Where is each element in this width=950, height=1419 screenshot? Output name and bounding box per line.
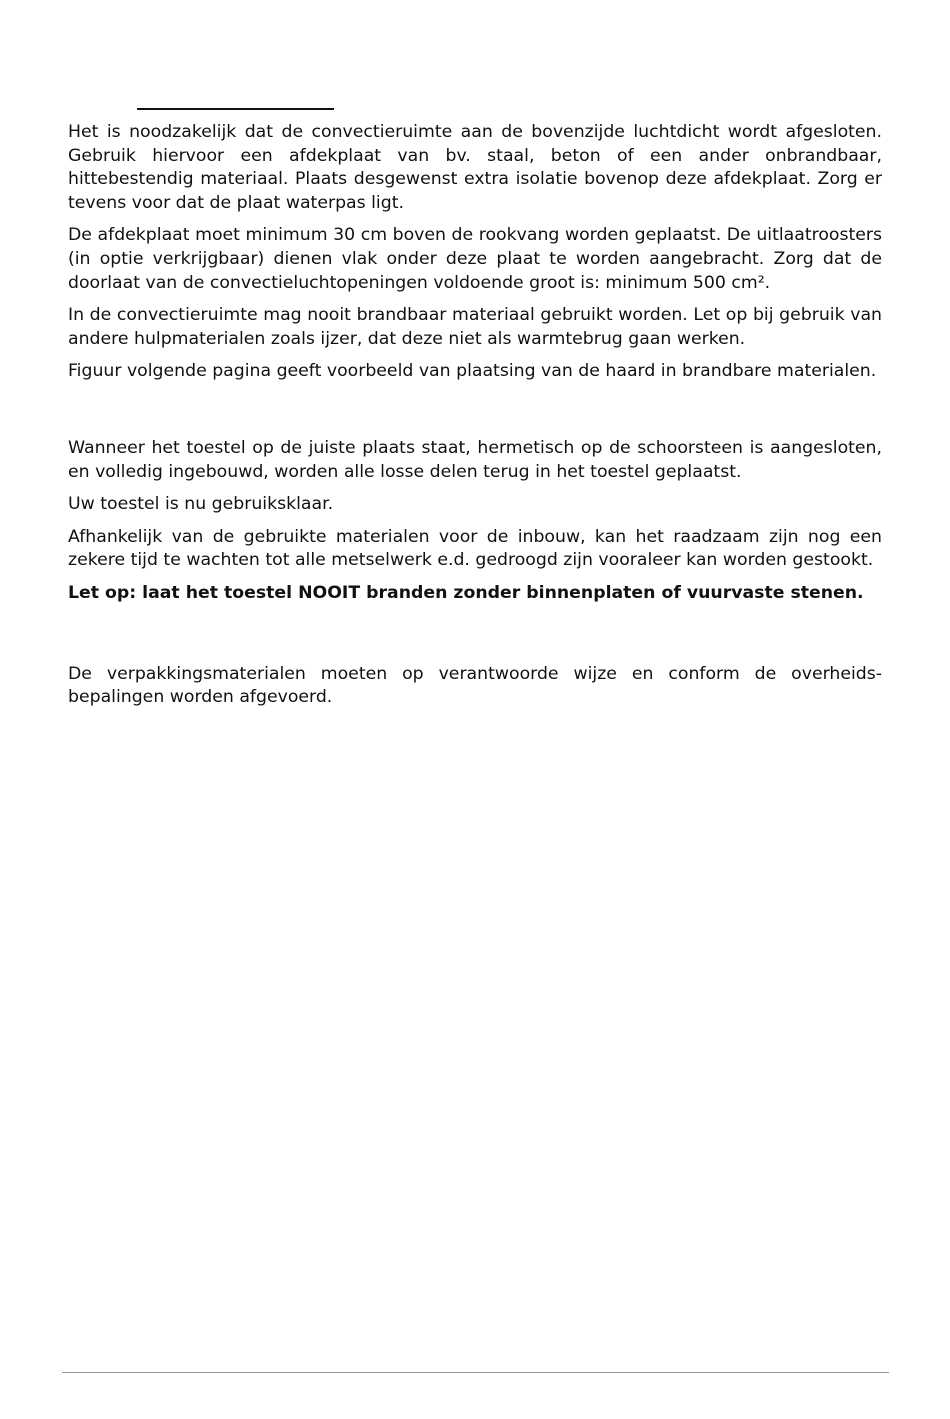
paragraph: De afdekplaat moet minimum 30 cm boven de rookvang worden geplaatst. De uitlaatroosters (in optie verkrijgbaar) dienen vlak onder deze plaat te worden aangebracht. Zorg dat de doorlaat van de convectieluchtopeningen voldoende groot is: minimum 500 cm².: [68, 225, 882, 293]
paragraph: De verpakkingsmaterialen moeten op verantwoorde wijze en conform de overheidsbepalingen worden afgevoerd.: [68, 663, 882, 708]
section-commissioning: [68, 437, 882, 606]
section-spacer: [68, 615, 882, 663]
paragraph: Het is noodzakelijk dat de convectieruimte aan de bovenzijde luchtdicht wordt afgesloten. Gebruik hiervoor een afdekplaat van bv. staal, beton of een ander onbrandbaar, hittebestendig materiaal. Plaats desgewenst extra isolatie bovenop deze afdekplaat. Zorg er tevens voor dat de plaat waterpas ligt.: [68, 122, 882, 213]
top-rule: [137, 108, 334, 110]
warning-paragraph: Let op: laat het toestel NOOIT branden zonder binnenplaten of vuurvaste stenen.: [68, 582, 864, 603]
footer-rule: [62, 1372, 889, 1373]
paragraph: Afhankelijk van de gebruikte materialen voor de inbouw, kan het raadzaam zijn nog een zekere tijd te wachten tot alle metselwerk e.d. gedroogd zijn vooraleer kan worden gestookt.: [68, 526, 882, 571]
section-packaging: [68, 663, 882, 710]
paragraph: Uw toestel is nu gebruiksklaar.: [68, 494, 334, 515]
paragraph: Wanneer het toestel op de juiste plaats staat, hermetisch op de schoorsteen is aangesloten, en volledig ingebouwd, worden alle losse delen terug in het toestel geplaatst.: [68, 437, 882, 482]
page-content: [68, 121, 882, 719]
section-convection: [68, 121, 882, 384]
section-spacer: [68, 393, 882, 437]
paragraph: Figuur volgende pagina geeft voorbeeld van plaatsing van de haard in brandbare materialen.: [68, 361, 877, 382]
paragraph: In de convectieruimte mag nooit brandbaar materiaal gebruikt worden. Let op bij gebruik van andere hulpmaterialen zoals ijzer, dat deze niet als warmtebrug gaan werken.: [68, 305, 882, 349]
